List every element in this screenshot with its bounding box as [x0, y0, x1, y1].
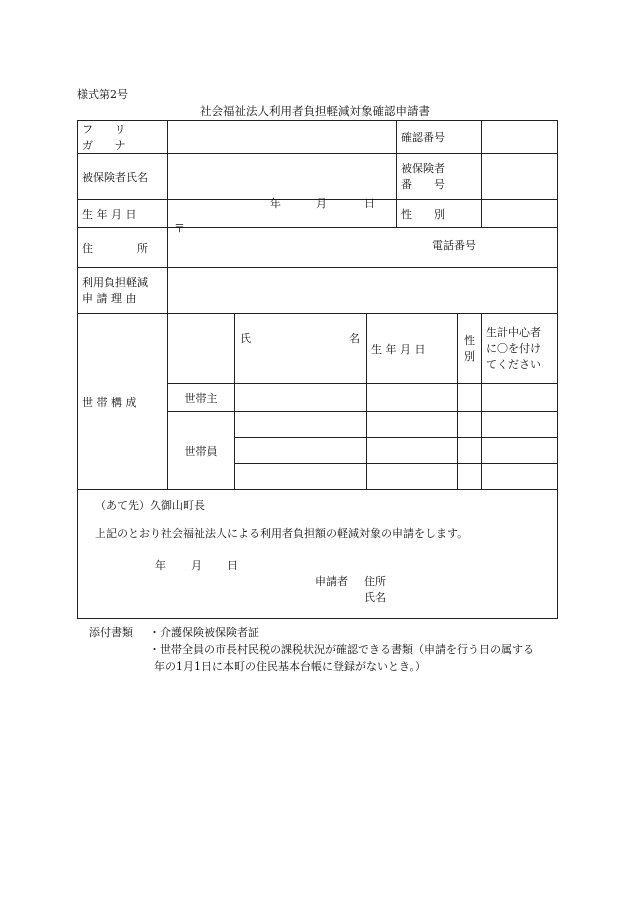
attachment-item: ・世帯全員の市長村民税の課税状況が確認できる書類（申請を行う日の属する [149, 643, 534, 656]
attachment-item-cont: 年の1月1日に本町の住民基本台帳に登録がないとき。） [154, 660, 427, 673]
applicant-name-label: 氏名 [364, 591, 386, 604]
hh-member-sex[interactable] [458, 438, 482, 464]
dob-month-label: 月 [316, 197, 327, 210]
furigana-field[interactable] [168, 121, 397, 154]
hh-head-name[interactable] [235, 384, 367, 412]
decl-day-label: 日 [227, 559, 238, 572]
hh-member-mark[interactable] [482, 412, 558, 438]
furigana-label: フ リ ガ ナ [78, 121, 168, 154]
hh-member-name[interactable] [235, 412, 367, 438]
hh-name-label-right: 名 [349, 332, 360, 345]
form-title: 社会福祉法人利用者負担軽減対象確認申請書 [200, 104, 430, 118]
confirm-no-label: 確認番号 [397, 121, 482, 154]
address-label: 住 所 [78, 228, 168, 268]
dob-field[interactable] [168, 200, 397, 228]
hh-member-name[interactable] [235, 438, 367, 464]
hh-name-label-left: 氏 [240, 332, 251, 345]
hh-head-sex[interactable] [458, 384, 482, 412]
attachments-heading: 添付書類 [89, 626, 133, 639]
decl-month-label: 月 [191, 559, 202, 572]
reason-field[interactable] [168, 268, 558, 314]
dob-year-label: 年 [270, 197, 281, 210]
decl-year-label: 年 [155, 559, 166, 572]
applicant-label: 申請者 [315, 575, 348, 588]
phone-label: 電話番号 [432, 239, 476, 252]
sex-label: 性 別 [397, 200, 482, 228]
hh-member-dob[interactable] [367, 412, 458, 438]
postal-mark: 〒 [174, 222, 185, 235]
confirm-no-field[interactable] [482, 121, 558, 154]
insured-name-label: 被保険者氏名 [78, 154, 168, 200]
dob-day-label: 日 [364, 197, 375, 210]
hh-member-dob[interactable] [367, 438, 458, 464]
insured-no-label: 被保険者 番 号 [397, 154, 482, 200]
insured-name-field[interactable] [168, 154, 397, 200]
form-number: 様式第2号 [77, 88, 128, 101]
hh-members-label: 世帯員 [168, 412, 235, 490]
hh-dob-header: 生 年 月 日 [367, 314, 458, 384]
statement: 上記のとおり社会福祉法人による利用者負担額の軽減対象の申請をします。 [95, 527, 469, 540]
hh-head-mark[interactable] [482, 384, 558, 412]
hh-member-mark[interactable] [482, 438, 558, 464]
address-field[interactable] [168, 228, 558, 268]
hh-sex-header: 性 別 [458, 314, 482, 384]
insured-no-field[interactable] [482, 154, 558, 200]
hh-livelihood-header: 生計中心者 に〇を付け てください [482, 314, 558, 384]
sex-field[interactable] [482, 200, 558, 228]
household-label: 世 帯 構 成 [78, 314, 168, 490]
hh-head-dob[interactable] [367, 384, 458, 412]
attachment-item: ・介護保険被保険者証 [149, 626, 259, 639]
reason-label: 利用負担軽減 申 請 理 由 [78, 268, 168, 314]
applicant-address-label: 住所 [364, 575, 386, 588]
dob-label: 生 年 月 日 [78, 200, 168, 228]
hh-header-blank [168, 314, 235, 384]
hh-name-header [235, 314, 367, 384]
hh-member-sex[interactable] [458, 412, 482, 438]
destination: （あて先）久御山町長 [95, 499, 205, 512]
hh-head-label: 世帯主 [168, 384, 235, 412]
application-table [77, 120, 558, 490]
